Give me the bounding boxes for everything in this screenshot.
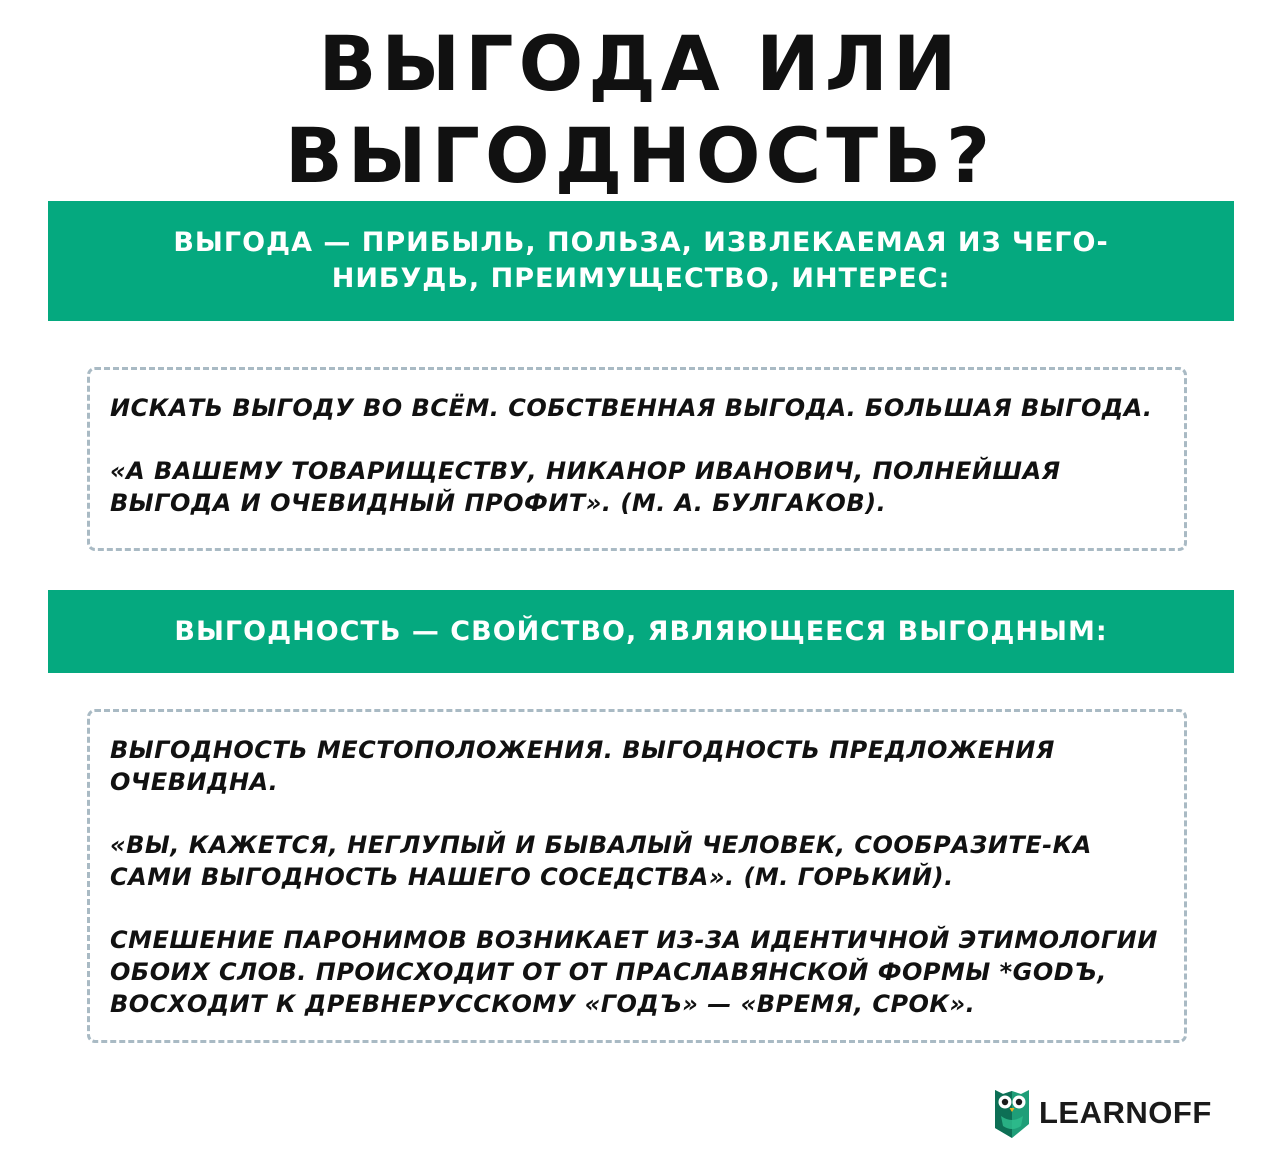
- page-title: [0, 18, 1280, 202]
- title-line-1: ВЫГОДА ИЛИ: [318, 19, 962, 108]
- examples-box-vygoda: [87, 367, 1187, 551]
- etymology-note: СМЕШЕНИЕ ПАРОНИМОВ ВОЗНИКАЕТ ИЗ-ЗА ИДЕНТИЧНОЙ ЭТИМОЛОГИИ ОБОИХ СЛОВ. ПРОИСХОДИТ ОТ ОТ ПРАСЛАВЯНСКОЙ ФОРМЫ *GODЪ, ВОСХОДИТ К ДРЕВНЕРУССКОМУ «ГОДЪ» — «ВРЕМЯ, СРОК».: [110, 926, 1158, 1018]
- example-quote: «А ВАШЕМУ ТОВАРИЩЕСТВУ, НИКАНОР ИВАНОВИЧ, ПОЛНЕЙШАЯ ВЫГОДА И ОЧЕВИДНЫЙ ПРОФИТ». (М. А. БУЛГАКОВ).: [110, 457, 1061, 517]
- definition-banner-vygoda: ВЫГОДА — ПРИБЫЛЬ, ПОЛЬЗА, ИЗВЛЕКАЕМАЯ ИЗ ЧЕГО-НИБУДЬ, ПРЕИМУЩЕСТВО, ИНТЕРЕС:: [48, 201, 1234, 321]
- logo-text: LEARNOFF: [1039, 1095, 1212, 1130]
- owl-icon: [993, 1086, 1031, 1140]
- example-text: ИСКАТЬ ВЫГОДУ ВО ВСЁМ. СОБСТВЕННАЯ ВЫГОДА. БОЛЬШАЯ ВЫГОДА.: [110, 394, 1153, 422]
- definition-banner-vygodnost: ВЫГОДНОСТЬ — СВОЙСТВО, ЯВЛЯЮЩЕЕСЯ ВЫГОДНЫМ:: [48, 590, 1234, 673]
- examples-box-vygodnost: [87, 709, 1187, 1043]
- example-quote: «ВЫ, КАЖЕТСЯ, НЕГЛУПЫЙ И БЫВАЛЫЙ ЧЕЛОВЕК, СООБРАЗИТЕ-КА САМИ ВЫГОДНОСТЬ НАШЕГО СОСЕДСТВА». (М. ГОРЬКИЙ).: [110, 831, 1092, 891]
- learnoff-logo[interactable]: [993, 1086, 1212, 1140]
- example-text: ВЫГОДНОСТЬ МЕСТОПОЛОЖЕНИЯ. ВЫГОДНОСТЬ ПРЕДЛОЖЕНИЯ ОЧЕВИДНА.: [110, 736, 1055, 796]
- title-line-2: ВЫГОДНОСТЬ?: [284, 111, 996, 200]
